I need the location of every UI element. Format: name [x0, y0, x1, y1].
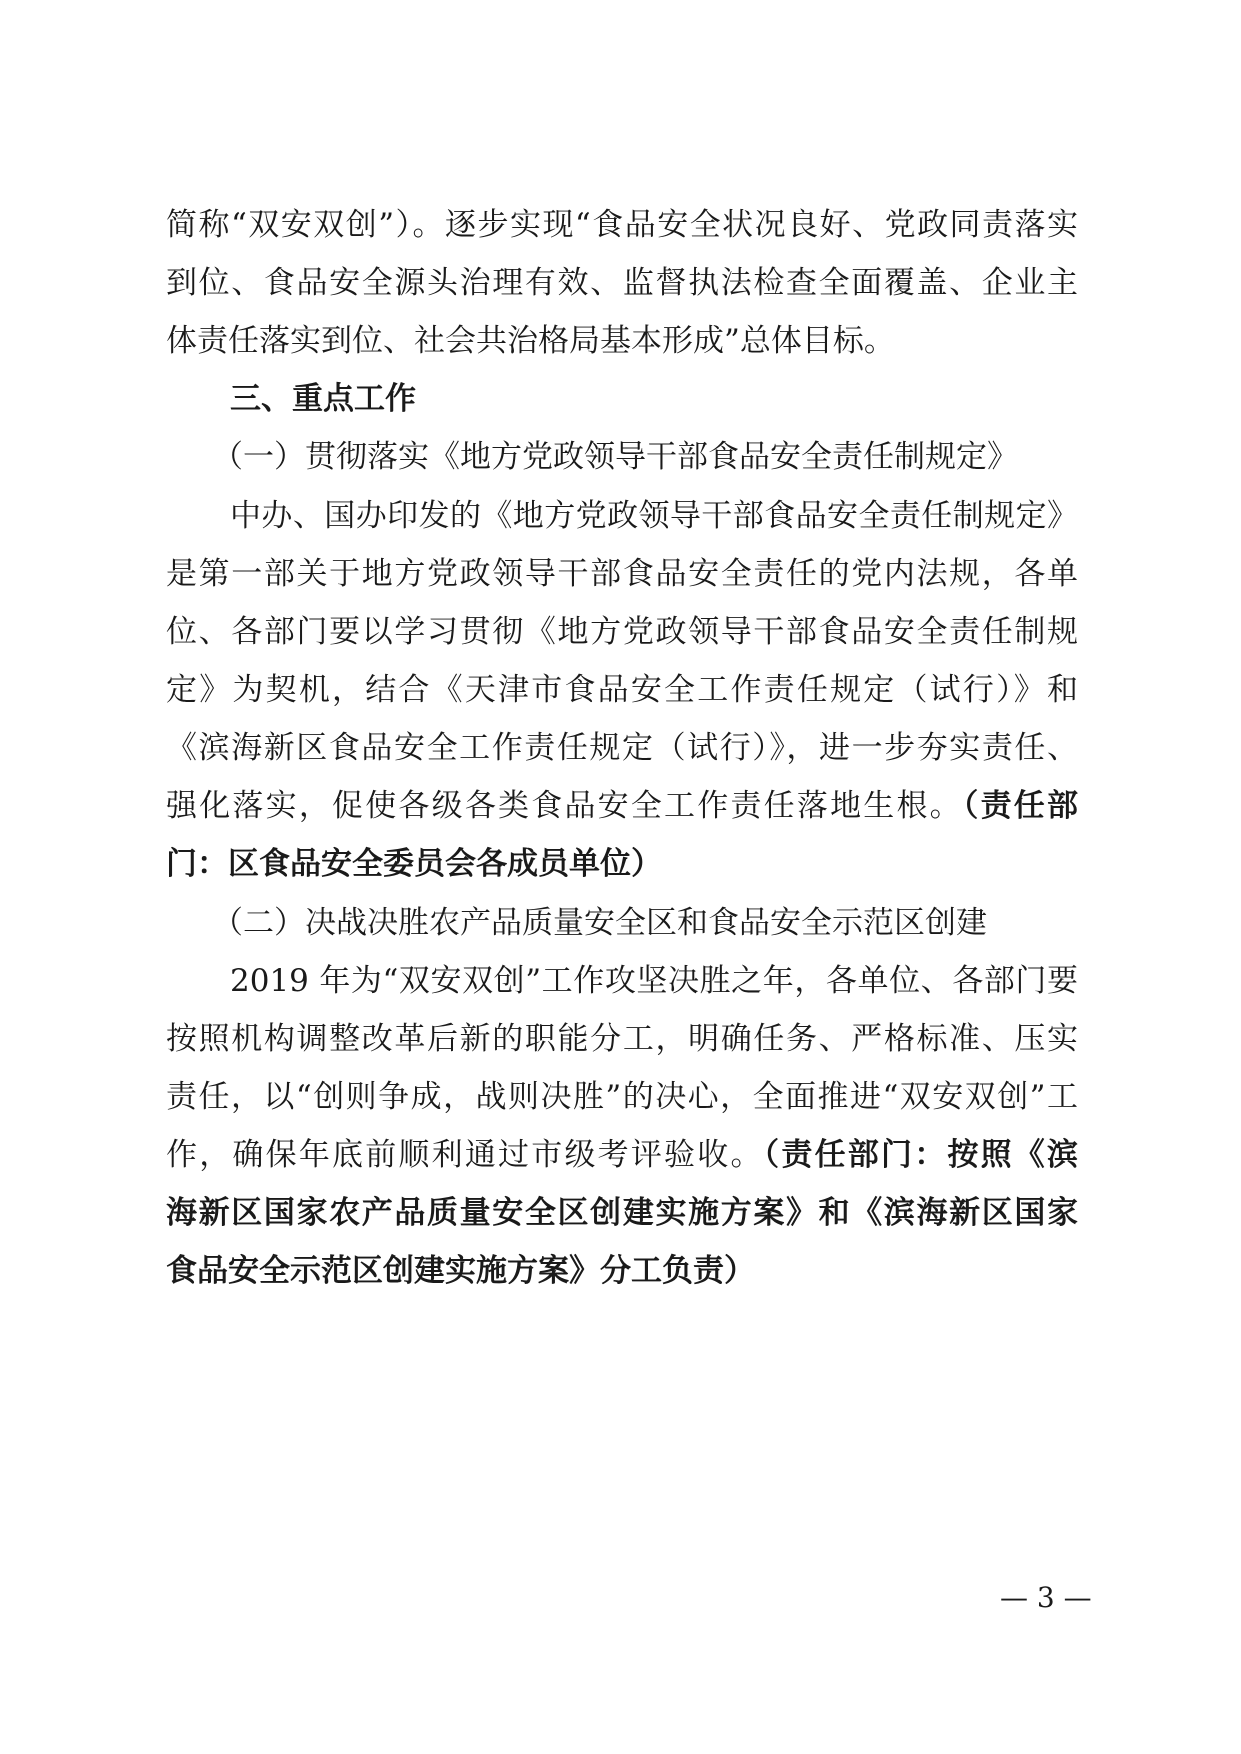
paragraph-line-11: 按照机构调整改革后新的职能分工，明确任务、严格标准、压实 [166, 1021, 1078, 1057]
page-number: — 3 — [1000, 1581, 1092, 1614]
paragraph-line-8: 《滨海新区食品安全工作责任规定（试行）》，进一步夯实责任、 [166, 730, 1078, 766]
paragraph-line-9-text: 强化落实，促使各级各类食品安全工作责任落地生根。 [166, 788, 963, 824]
paragraph-line-13 [166, 1135, 1078, 1175]
responsibility-note-2-start: （责任部门：按照《滨 [763, 1137, 1079, 1173]
responsibility-note-1-start: （责任部 [962, 788, 1079, 824]
section-heading: 三、重点工作 [230, 381, 416, 417]
subsection-heading-2: （二）决战决胜农产品质量安全区和食品安全示范区创建 [212, 905, 987, 941]
responsibility-note-2-middle: 海新区国家农产品质量安全区创建实施方案》和《滨海新区国家 [166, 1195, 1078, 1231]
paragraph-line-6: 位、各部门要以学习贯彻《地方党政领导干部食品安全责任制规 [166, 614, 1078, 650]
responsibility-note-1-end: 门：区食品安全委员会各成员单位） [166, 846, 662, 882]
paragraph-line-10: 2019 年为“双安双创”工作攻坚决胜之年，各单位、各部门要 [230, 963, 1078, 999]
paragraph-line-3: 体责任落实到位、社会共治格局基本形成”总体目标。 [166, 323, 895, 359]
paragraph-line-7: 定》为契机，结合《天津市食品安全工作责任规定（试行）》和 [166, 672, 1078, 708]
paragraph-line-5: 是第一部关于地方党政领导干部食品安全责任的党内法规，各单 [166, 556, 1078, 592]
responsibility-note-2-end: 食品安全示范区创建实施方案》分工负责） [166, 1253, 755, 1289]
paragraph-line-13-text: 作，确保年底前顺利通过市级考评验收。 [166, 1137, 764, 1173]
paragraph-line-9 [166, 786, 1078, 826]
paragraph-line-12: 责任，以“创则争成，战则决胜”的决心，全面推进“双安双创”工 [166, 1079, 1078, 1115]
paragraph-line-4: 中办、国办印发的《地方党政领导干部食品安全责任制规定》 [230, 498, 1078, 534]
paragraph-line-1: 简称“双安双创”）。逐步实现“食品安全状况良好、党政同责落实 [166, 207, 1078, 243]
paragraph-line-2: 到位、食品安全源头治理有效、监督执法检查全面覆盖、企业主 [166, 265, 1078, 301]
subsection-heading-1: （一）贯彻落实《地方党政领导干部食品安全责任制规定》 [212, 439, 1018, 475]
